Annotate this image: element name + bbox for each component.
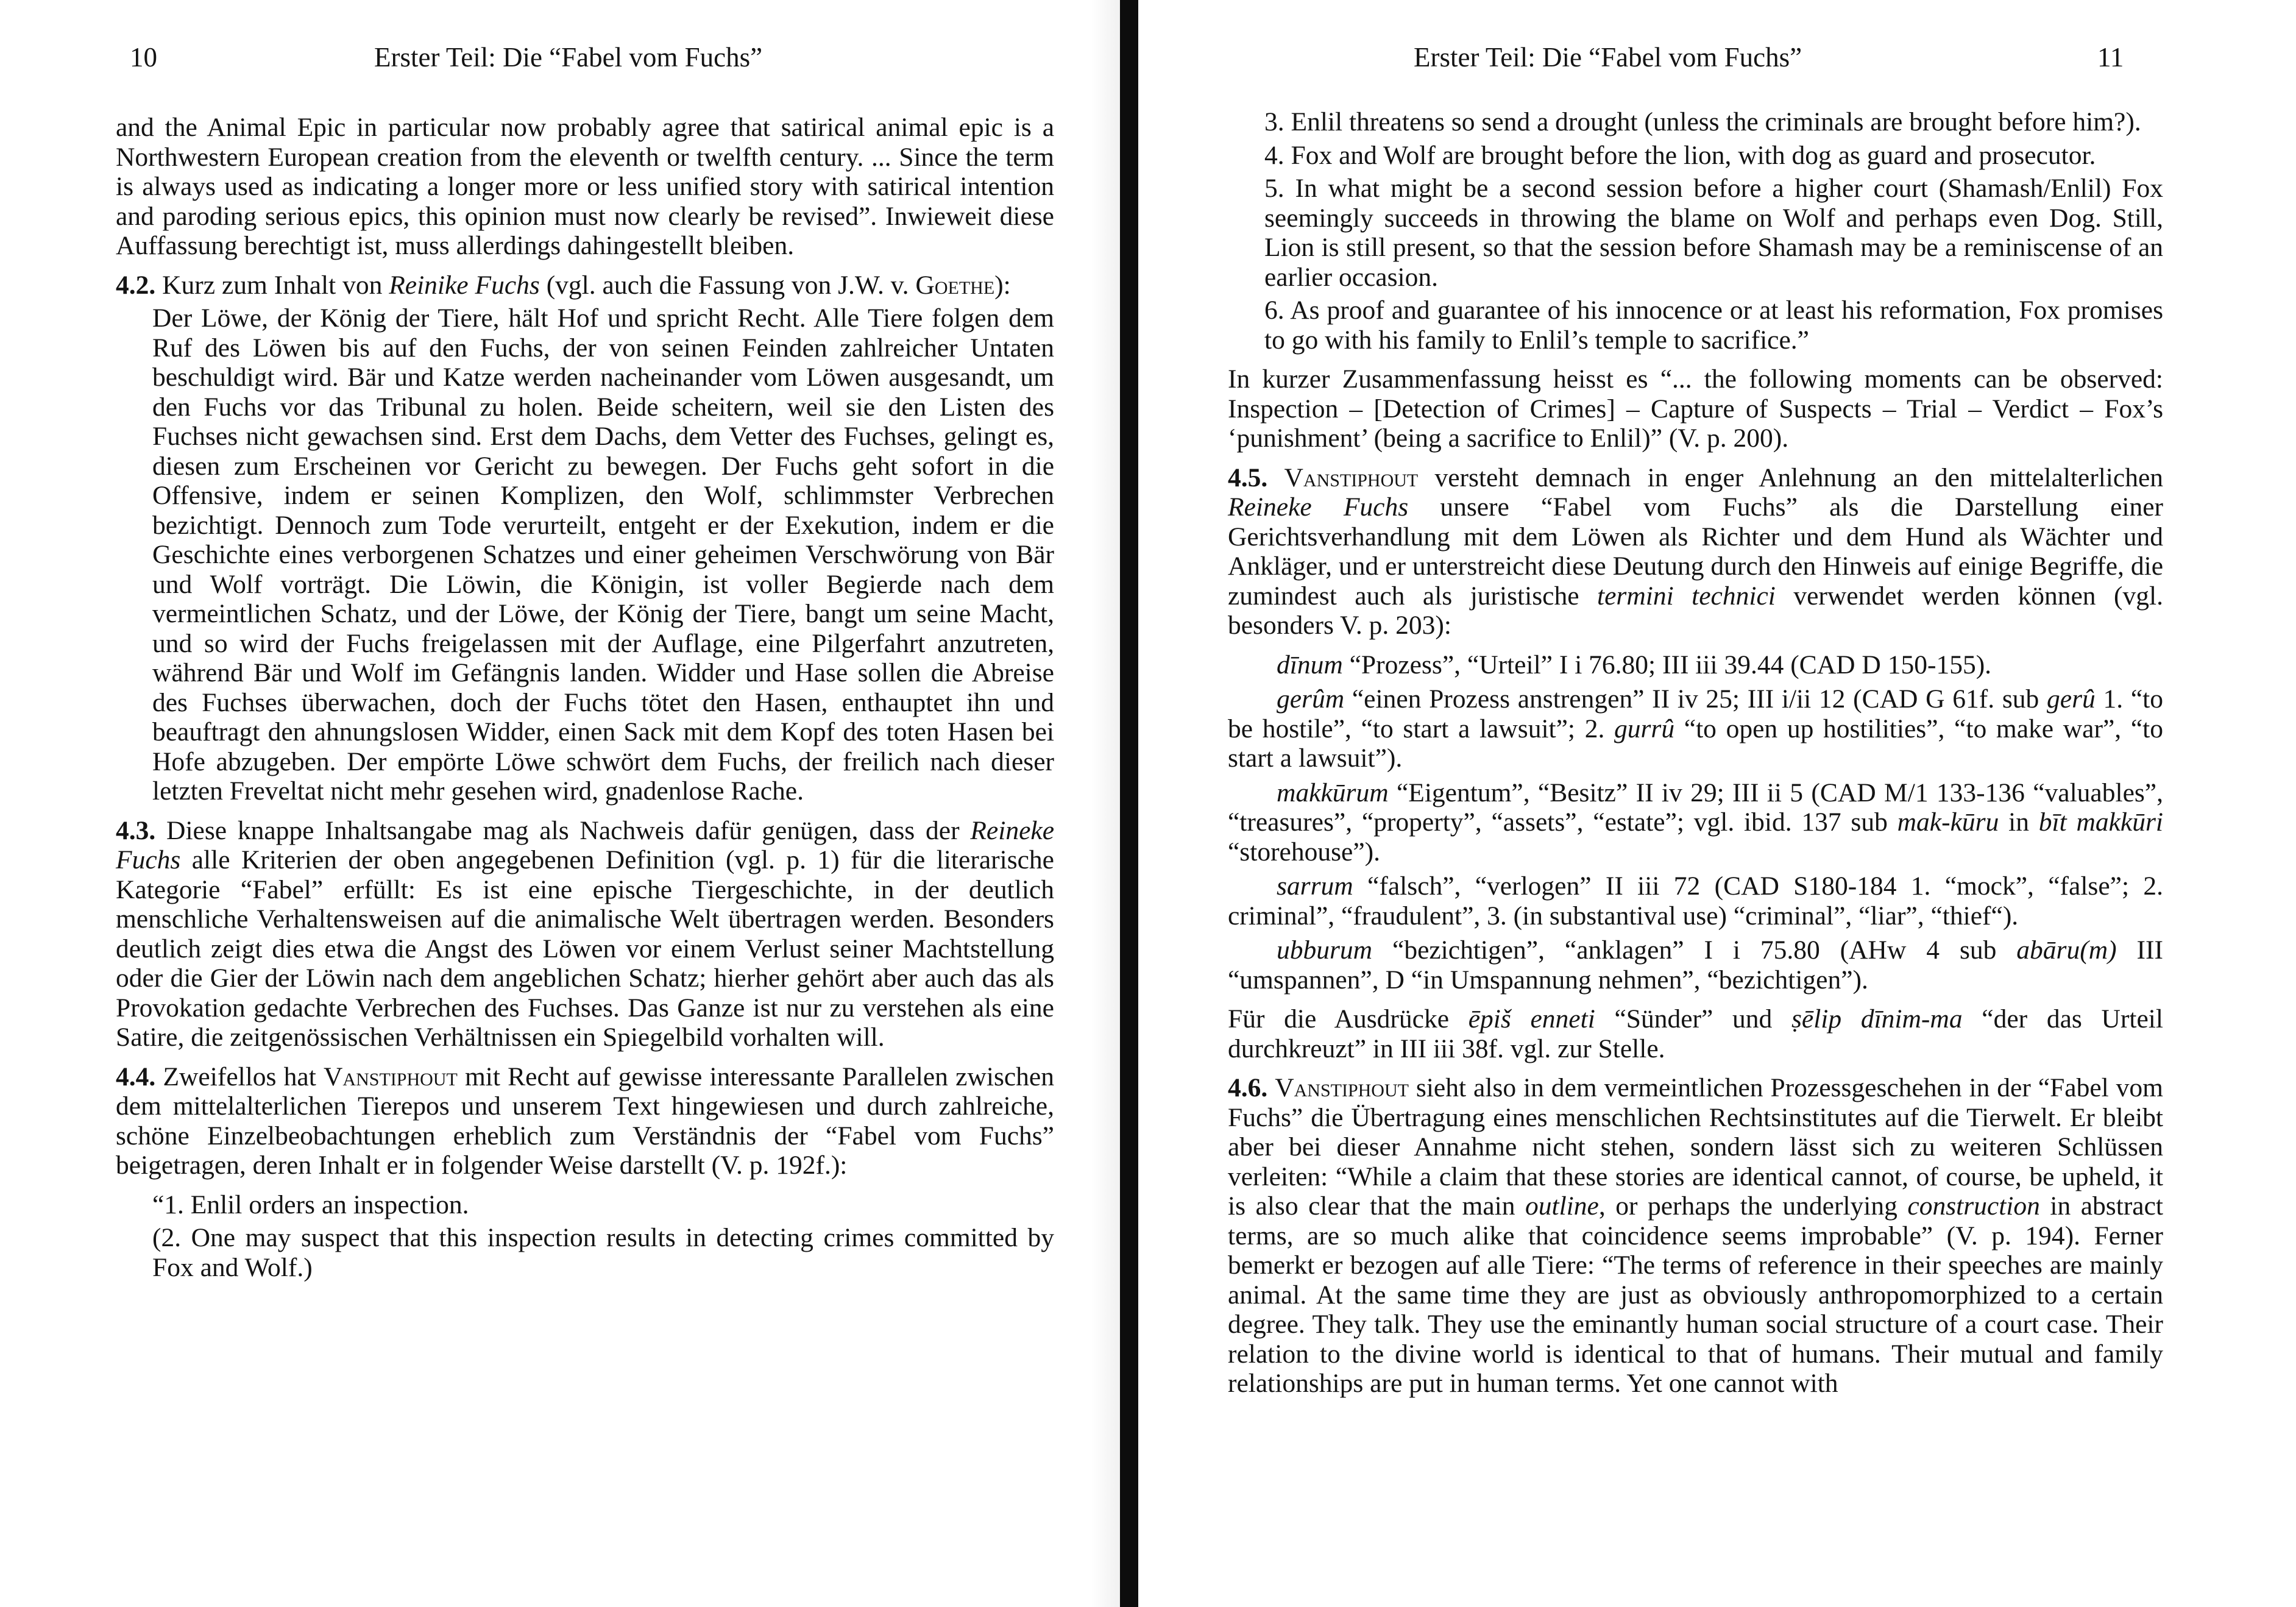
term-dinum: dīnum “Prozess”, “Urteil” I i 76.80; III iii 39.44 (CAD D 150-155).: [1277, 650, 1992, 679]
page-number-left: 10: [130, 42, 157, 73]
list-item-5: 5. In what might be a second session before a higher court (Shamash/Enlil) Fox seemingly succeeds in throwing the blame on Wolf and perhaps even Dog. Still, Lion is still present, so that the session before Shamash may be a reminiscense of an earlier occasion.: [1264, 174, 2163, 292]
akkadian-word: gerûm: [1277, 684, 1345, 714]
akkadian-word: dīnum: [1277, 650, 1343, 679]
book-title: Reineke Fuchs: [116, 815, 1054, 874]
list-item-3: 3. Enlil threatens so send a drought (unless the criminals are brought before him?).: [1264, 107, 2141, 137]
list-item-2: (2. One may suspect that this inspection results in detecting crimes committed by Fox and Wolf.): [152, 1223, 1054, 1282]
akkadian-word: makkūrum: [1277, 778, 1389, 807]
section-4-3: 4.3. Diese knappe Inhaltsangabe mag als Nachweis dafür genügen, dass der Reineke Fuchs alle Kriterien der oben angegebenen Definition (vgl. p. 1) für die literarische Kategorie “Fabel” erfüllt: Es ist eine epische Tiergeschichte, in der deutlich menschliche Verhaltensweisen auf die animalische Welt übertragen werden. Besonders deutlich zeigt dies etwa die Angst des Löwen vor einem Verlust seiner Machtstellung oder die Gier der Löwin nach dem angeblichen Schatz; hierher gehört aber auch das als Provokation gedachte Verbrechen des Fuchses. Das Ganze ist nur zu verstehen als eine Satire, die zeitgenössischen Verhältnissen ein Spiegelbild vorhalten will.: [116, 815, 1054, 1052]
author-name: Vanstiphout: [324, 1062, 458, 1091]
term-gerum: gerûm “einen Prozess anstrengen” II iv 25; III i/ii 12 (CAD G 61f. sub gerû 1. “to be hostile”, “to start a lawsuit”; 2. gurrû “to open up hostilities”, “to make war”, “to start a lawsuit”).: [1228, 684, 2163, 773]
list-item-1: “1. Enlil orders an inspection.: [152, 1190, 469, 1219]
paragraph-intro: and the Animal Epic in particular now probably agree that satirical animal epic is a Northwestern European creation from the eleventh or twelfth century. ... Since the term is always used as indicating a longer more or less unified story with satirical intention and paroding serious epics, this opinion must now clearly be revised”. Inwieweit diese Auffassung berechtigt ist, muss allerdings dahingestellt bleiben.: [116, 113, 1054, 260]
paragraph-summary: In kurzer Zusammenfassung heisst es “... the following moments can be observed: Inspection – [Detection of Crimes] – Capture of Suspects – Trial – Verdict – Fox’s ‘punishment’ (being a sacrifice to Enlil)” (V. p. 200).: [1228, 364, 2163, 453]
term-ubburum: ubburum “bezichtigen”, “anklagen” I i 75.80 (AHw 4 sub abāru(m) III “umspannen”, D “in Umspannung nehmen”, “bezichtigen”).: [1228, 935, 2163, 995]
gutter-shadow: [1091, 0, 1120, 1607]
left-page: [0, 0, 1127, 1607]
running-head-right: Erster Teil: Die “Fabel vom Fuchs”: [1414, 42, 1802, 73]
section-4-4: 4.4. Zweifellos hat Vanstiphout mit Recht auf gewisse interessante Parallelen zwischen dem mittelalterlichen Tierepos und unserem Text hingewiesen und durch zahlreiche, schöne Einzelbeobachtungen erheblich zum Verständnis der “Fabel vom Fuchs” beigetragen, deren Inhalt er in folgender Weise darstellt (V. p. 192f.):: [116, 1062, 1054, 1180]
section-number: 4.5.: [1228, 463, 1268, 492]
section-number: 4.3.: [116, 815, 156, 845]
term-makkurum: makkūrum “Eigentum”, “Besitz” II iv 29; III ii 5 (CAD M/1 133-136 “valuables”, “treasures”, “property”, “assets”, “estate”; vgl. ibid. 137 sub mak-kūru in bīt makkūri “storehouse”).: [1228, 778, 2164, 867]
author-name: Vanstiphout: [1275, 1073, 1409, 1102]
section-4-2: 4.2. Kurz zum Inhalt von Reinike Fuchs (vgl. auch die Fassung von J.W. v. Goethe):: [116, 270, 1011, 300]
akkadian-word: ubburum: [1277, 935, 1373, 965]
section-4-5: 4.5. Vanstiphout versteht demnach in enger Anlehnung an den mittelalterlichen Reineke Fuchs unsere “Fabel vom Fuchs” als die Darstellung einer Gerichtsverhandlung mit dem Löwen als Richter und dem Hund als Wächter und Ankläger, und er unterstreicht diese Deutung durch den Hinweis auf einige Begriffe, die zumindest auch als juristische termini technici verwendet werden können (vgl. besonders V. p. 203):: [1228, 463, 2164, 640]
book-spine: [1120, 0, 1138, 1607]
paragraph-ausdruecke: Für die Ausdrücke ēpiš enneti “Sünder” und ṣēlip dīnim-ma “der das Urteil durchkreuzt” in III iii 38f. vgl. zur Stelle.: [1228, 1004, 2163, 1063]
right-page: [1146, 0, 2296, 1607]
section-number: 4.6.: [1228, 1073, 1268, 1102]
term-sarrum: sarrum “falsch”, “verlogen” II iii 72 (CAD S180-184 1. “mock”, “false”; 2. criminal”, “fraudulent”, 3. (in substantival use) “criminal”, “liar”, “thief“).: [1228, 871, 2163, 931]
section-number: 4.2.: [116, 270, 156, 300]
author-name: Goethe: [915, 270, 995, 300]
list-item-4: 4. Fox and Wolf are brought before the lion, with dog as guard and prosecutor.: [1264, 140, 2096, 170]
author-name: Vanstiphout: [1284, 463, 1419, 492]
akkadian-word: sarrum: [1277, 871, 1353, 901]
book-title: Reineke Fuchs: [1228, 492, 1409, 522]
book-title: Reinike Fuchs: [389, 270, 540, 300]
summary-quote: Der Löwe, der König der Tiere, hält Hof und spricht Recht. Alle Tiere folgen dem Ruf des Löwen bis auf den Fuchs, der von seinen Feinden zahlreicher Untaten beschuldigt wird. Bär und Katze werden nacheinander vom Löwen ausgesandt, um den Fuchs vor das Tribunal zu holen. Beide scheitern, weil sie den Listen des Fuchses nicht gewachsen sind. Erst dem Dachs, dem Vetter des Fuchses, gelingt es, diesen zum Erscheinen vor Gericht zu bewegen. Der Fuchs geht sofort in die Offensive, indem er seinen Komplizen, den Wolf, schlimmster Verbrechen bezichtigt. Dennoch zum Tode verurteilt, entgeht er der Exekution, indem er die Geschichte eines verborgenen Schatzes und einer geheimen Verschwörung von Bär und Wolf vorträgt. Die Löwin, die Königin, ist voller Begierde nach dem vermeintlichen Schatz, und der Löwe, der König der Tiere, bangt um seine Macht, und so wird der Fuchs freigelassen mit der Auflage, eine Pilgerfahrt anzutreten, während Bär und Wolf im Gefängnis landen. Widder und Hase sollen die Abreise des Fuchses überwachen, doch der Fuchs tötet den Hasen, enthauptet ihn und beauftragt den ahnungslosen Widder, einen Sack mit dem Kopf des toten Hasen bei Hofe abzugeben. Der empörte Löwe schwört dem Fuchs, der freilich nach dieser letzten Freveltat nicht mehr gesehen wird, gnadenlose Rache.: [152, 303, 1054, 806]
list-item-6: 6. As proof and guarantee of his innocence or at least his reformation, Fox promises to go with his family to Enlil’s temple to sacrifice.”: [1264, 296, 2163, 355]
latin-term: termini technici: [1597, 581, 1776, 611]
running-head-left: Erster Teil: Die “Fabel vom Fuchs”: [374, 42, 763, 73]
section-number: 4.4.: [116, 1062, 156, 1091]
left-text-block: [116, 113, 1054, 1286]
section-4-6: 4.6. Vanstiphout sieht also in dem vermeintlichen Prozessgeschehen in der “Fabel vom Fuchs” die Übertragung eines menschlichen Rechtsinstitutes auf die Tierwelt. Er bleibt aber bei dieser Annahme nicht stehen, sondern lässt sich zu weiteren Schlüssen verleiten: “While a claim that these stories are identical cannot, of course, be upheld, it is also clear that the main outline, or perhaps the underlying construction in abstract terms, are so much alike that coincidence seems improbable” (V. p. 194). Ferner bemerkt er bezogen auf alle Tiere: “The terms of reference in their speeches are mainly animal. At the same time they are just as obviously anthropomorphized to a certain degree. They talk. They use the eminantly human social structure of a court case. Their relation to the divine world is identical to that of humans. Their mutual and family relationships are put in human terms. Yet one cannot with: [1228, 1073, 2164, 1398]
page-number-right: 11: [2097, 42, 2124, 73]
right-text-block: [1228, 107, 2163, 1408]
